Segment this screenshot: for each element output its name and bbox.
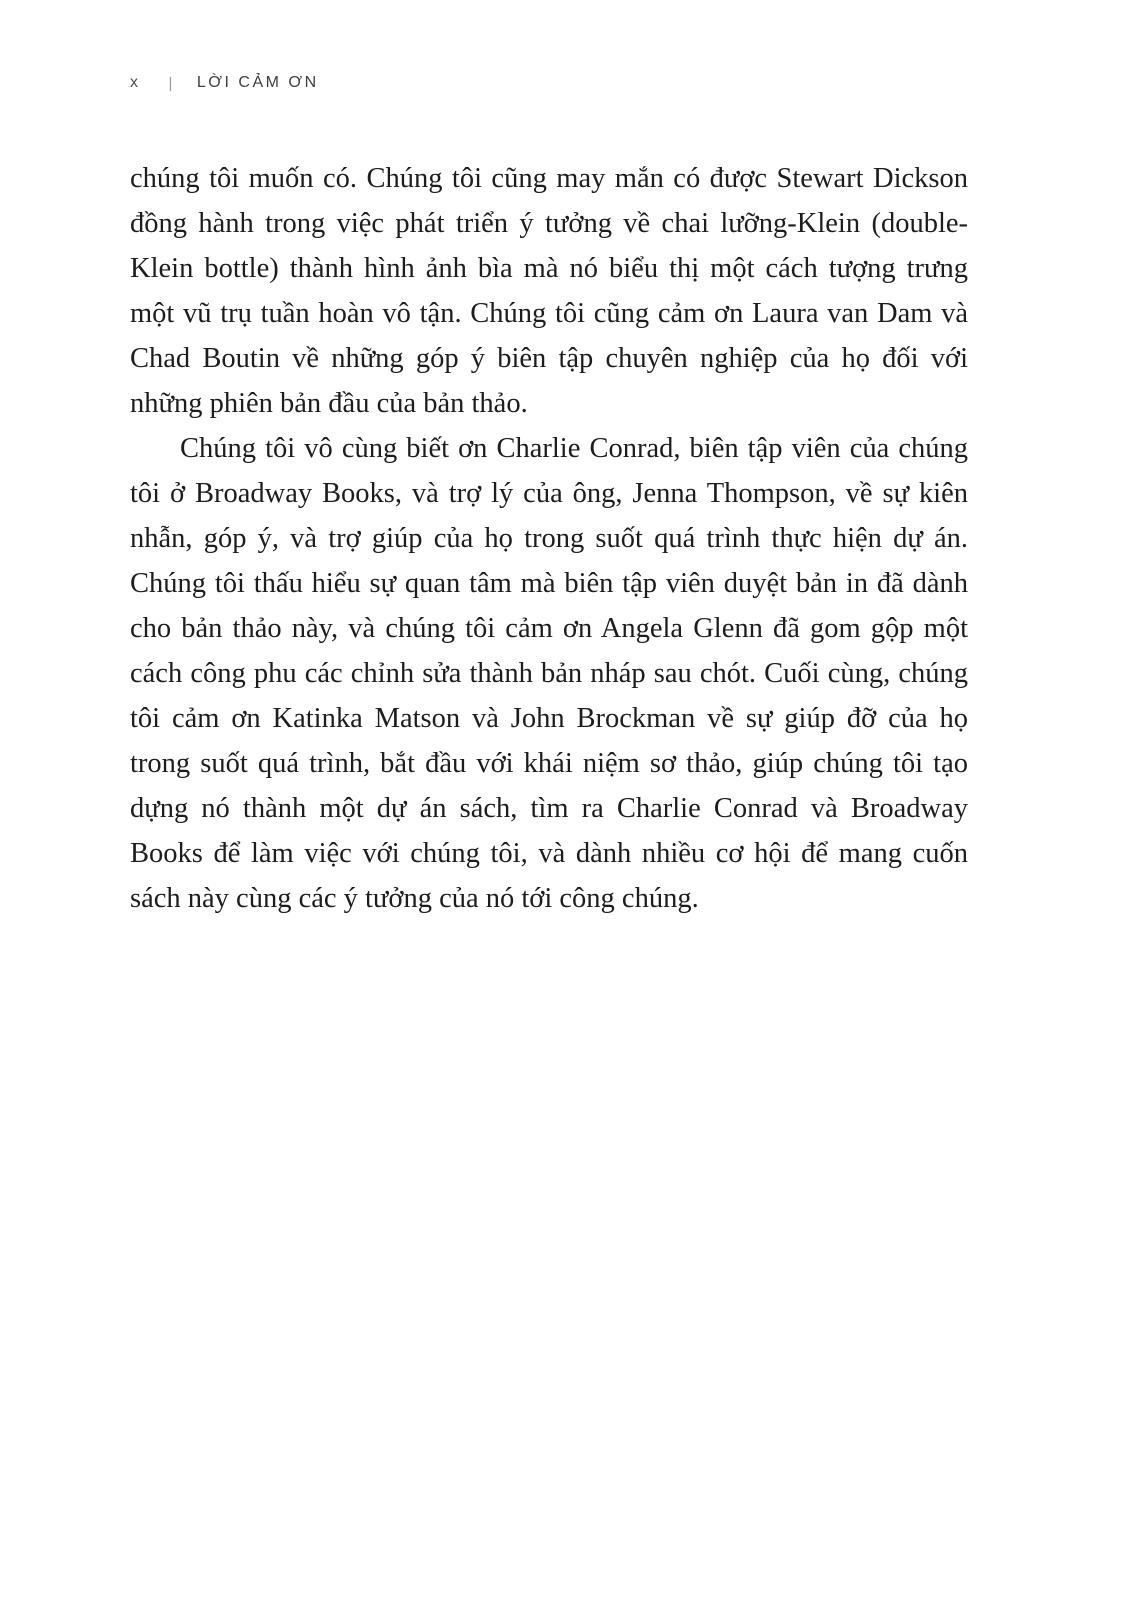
header-title: LỜI CẢM ƠN	[196, 74, 319, 91]
paragraph: chúng tôi muốn có. Chúng tôi cũng may mắn có được Stewart Dickson đồng hành trong việc phát triển ý tưởng về chai lưỡng-Klein (double-Klein bottle) thành hình ảnh bìa mà nó biểu thị một cách tượng trưng một vũ trụ tuần hoàn vô tận. Chúng tôi cũng cảm ơn Laura van Dam và Chad Boutin về những góp ý biên tập chuyên nghiệp của họ đối với những phiên bản đầu của bản thảo.	[130, 163, 968, 419]
page-header	[130, 74, 319, 92]
header-separator: |	[168, 74, 175, 92]
page-number: x	[130, 74, 141, 91]
page-body	[130, 156, 968, 921]
paragraph: Chúng tôi vô cùng biết ơn Charlie Conrad, biên tập viên của chúng tôi ở Broadway Books, và trợ lý của ông, Jenna Thompson, về sự kiên nhẫn, góp ý, và trợ giúp của họ trong suốt quá trình thực hiện dự án. Chúng tôi thấu hiểu sự quan tâm mà biên tập viên duyệt bản in đã dành cho bản thảo này, và chúng tôi cảm ơn Angela Glenn đã gom gộp một cách công phu các chỉnh sửa thành bản nháp sau chót. Cuối cùng, chúng tôi cảm ơn Katinka Matson và John Brockman về sự giúp đỡ của họ trong suốt quá trình, bắt đầu với khái niệm sơ thảo, giúp chúng tôi tạo dựng nó thành một dự án sách, tìm ra Charlie Conrad và Broadway Books để làm việc với chúng tôi, và dành nhiều cơ hội để mang cuốn sách này cùng các ý tưởng của nó tới công chúng.	[130, 433, 968, 914]
